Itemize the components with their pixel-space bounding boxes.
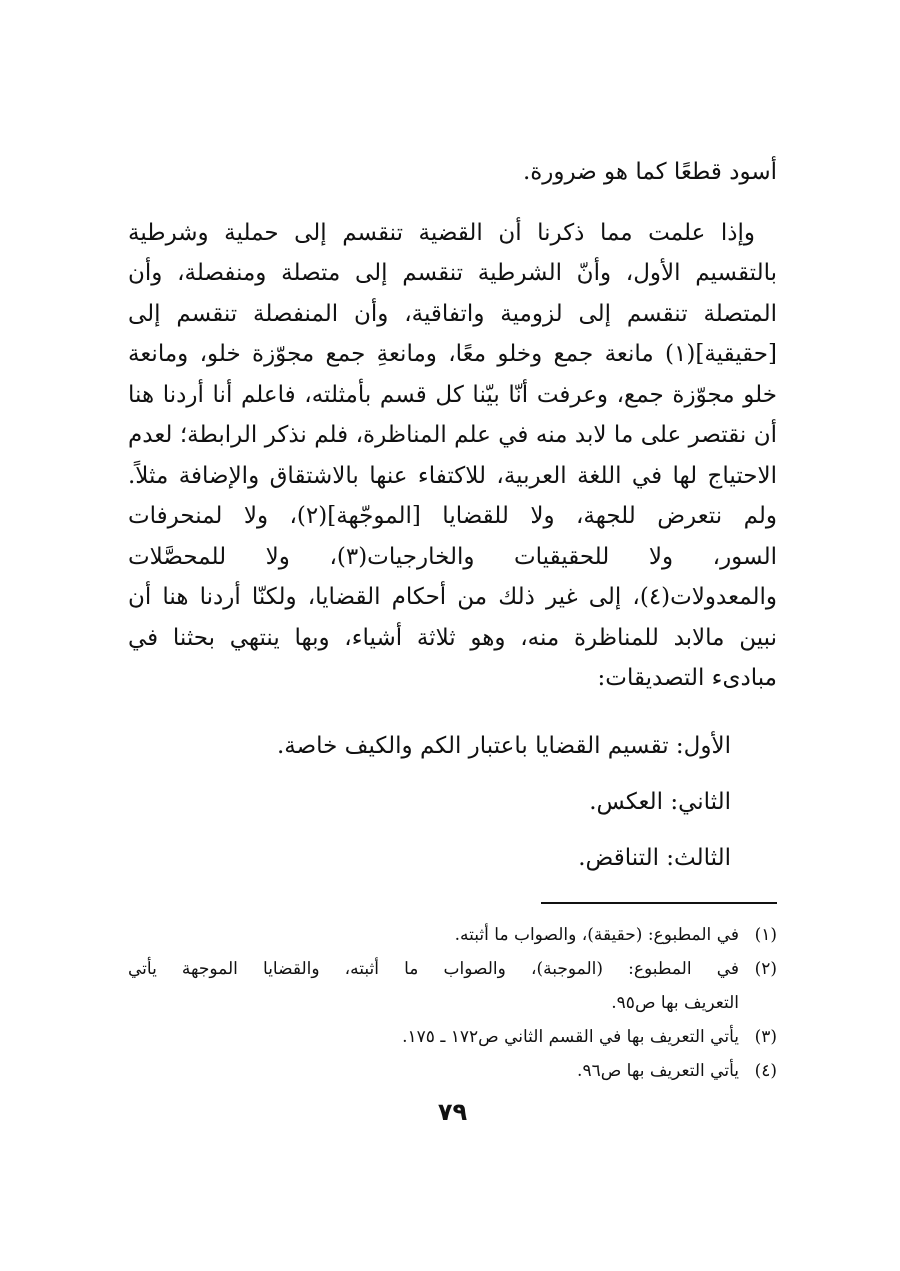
- text-line: بالتقسيم الأول، وأنّ الشرطية تنقسم إلى متصلة ومنفصلة، وأن: [128, 260, 777, 286]
- footnote: [128, 952, 777, 1020]
- footnote-text: [128, 1020, 739, 1054]
- footnote-number: (١): [754, 925, 777, 945]
- footnote-line: في المطبوع: (الموجبة)، والصواب ما أثبته، والقضايا الموجهة يأتي: [128, 959, 739, 979]
- footnote-number: (٢): [754, 959, 777, 979]
- text-line: وإذا علمت مما ذكرنا أن القضية تنقسم إلى حملية وشرطية: [128, 219, 755, 246]
- text-line: نبين مالابد للمناظرة منه، وهو ثلاثة أشياء، وبها ينتهي بحثنا في: [128, 624, 777, 651]
- text-line: خلو مجوّزة جمع، وعرفت أنّا بيّنا كل قسم بأمثلته، فاعلم أنا أردنا هنا: [128, 381, 777, 408]
- text-line: أن نقتصر على ما لابد منه في علم المناظرة، فلم نذكر الرابطة؛ لعدم: [128, 422, 777, 448]
- principles-list: [128, 718, 731, 886]
- main-paragraph: [128, 213, 777, 699]
- footnote: [128, 918, 777, 952]
- opening-line: [128, 152, 777, 193]
- text-line: الاحتياج لها في اللغة العربية، للاكتفاء عنها بالاشتقاق والإضافة مثلاً.: [128, 462, 777, 489]
- footnote-text: [128, 1054, 739, 1088]
- text-line: المتصلة تنقسم إلى لزومية واتفاقية، وأن المنفصلة تنقسم إلى: [128, 300, 777, 327]
- list-item: الثالث: التناقض.: [578, 845, 731, 871]
- text-line: [حقيقية](١) مانعة جمع وخلو معًا، ومانعةِ جمع مجوّزة خلو، ومانعة: [128, 341, 777, 367]
- footnote-line: يأتي التعريف بها في القسم الثاني ص١٧٢ ـ ١٧٥.: [402, 1027, 739, 1047]
- footnotes: [128, 918, 777, 1088]
- footnote-number: (٤): [754, 1061, 777, 1081]
- text-line: السور، ولا للحقيقيات والخارجيات(٣)، ولا للمحصَّلات: [128, 543, 777, 570]
- footnote-line: في المطبوع: (حقيقة)، والصواب ما أثبته.: [454, 925, 739, 945]
- text-line: والمعدولات(٤)، إلى غير ذلك من أحكام القضايا، ولكنّا أردنا هنا أن: [128, 584, 777, 610]
- footnote-text: [128, 952, 739, 1020]
- text-line: مبادىء التصديقات:: [597, 665, 777, 691]
- footnote: [128, 1054, 777, 1088]
- footnote-line: يأتي التعريف بها ص٩٦.: [577, 1061, 739, 1081]
- footnote-number: (٣): [754, 1027, 777, 1047]
- book-page: [128, 0, 777, 1271]
- text-line: أسود قطعًا كما هو ضرورة.: [522, 159, 777, 185]
- footnote: [128, 1020, 777, 1054]
- list-item: الثاني: العكس.: [589, 789, 731, 815]
- text-line: ولم نتعرض للجهة، ولا للقضايا [الموجّهة](٢)، ولا لمنحرفات: [128, 503, 777, 529]
- footnote-line: التعريف بها ص٩٥.: [611, 993, 739, 1013]
- page-number: ٧٩: [437, 1098, 468, 1126]
- paragraph-gap: [128, 193, 777, 213]
- main-text: [128, 152, 777, 699]
- footnote-divider: [541, 902, 777, 904]
- footnote-text: [128, 918, 739, 952]
- list-item: الأول: تقسيم القضايا باعتبار الكم والكيف خاصة.: [276, 733, 731, 759]
